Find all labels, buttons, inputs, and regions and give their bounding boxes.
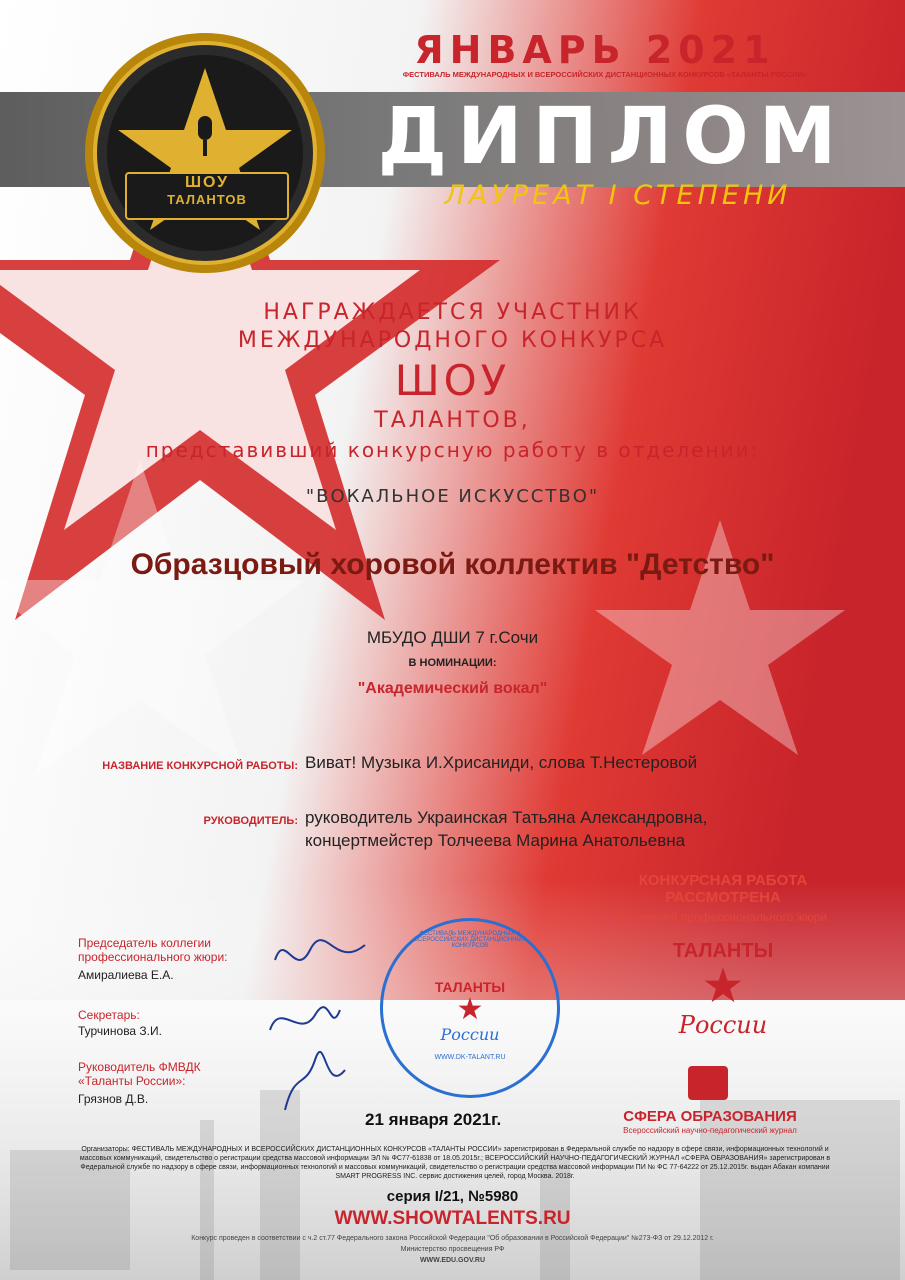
leader-line2: концертмейстер Толчеева Марина Анатольевна	[305, 831, 686, 850]
medal-line1: ШОУ	[184, 174, 230, 191]
signature-scribbles	[255, 920, 375, 1120]
stamp-right-ring1: КОНКУРСНАЯ РАБОТА РАССМОТРЕНА	[638, 872, 808, 906]
school-name: МБУДО ДШИ 7 г.Сочи	[366, 628, 539, 647]
awarded-line2: МЕЖДУНАРОДНОГО КОНКУРСА	[237, 328, 668, 353]
section-intro: представивший конкурсную работу в отделении:	[145, 438, 760, 462]
stamp-right-star-icon: ★	[701, 960, 745, 1013]
header-month: ЯНВАРЬ 2021	[414, 28, 776, 72]
talents-russia-stamp	[380, 918, 560, 1098]
edu-site[interactable]: WWW.EDU.GOV.RU	[419, 1257, 486, 1264]
medal-ribbon	[125, 172, 289, 220]
stamp-right-title1: ТАЛАНТЫ	[672, 940, 774, 962]
sfera-subtitle: Всероссийский научно-педагогический журнал	[623, 1126, 797, 1135]
leader-line1: руководитель Украинская Татьяна Александровна,	[305, 808, 708, 827]
sig-role-head: Руководитель ФМВДК «Таланты России»:	[78, 1060, 201, 1088]
sfera-logo-icon	[688, 1066, 728, 1100]
stamp-left-star-icon: ★	[456, 993, 484, 1026]
nomination-label: В НОМИНАЦИИ:	[408, 657, 497, 669]
stamp-right-ring2: Коллегией профессионального жюри	[618, 910, 828, 924]
section-name: "ВОКАЛЬНОЕ ИСКУССТВО"	[305, 486, 600, 507]
stamp-left-title1: ТАЛАНТЫ	[434, 979, 506, 995]
stamp-left-site: WWW.DK-TALANT.RU	[434, 1054, 506, 1061]
sig-name-chair: Амиралиева Е.А.	[78, 968, 174, 982]
law-note: Конкурс проведен в соответствии с ч.2 ст.77 Федерального закона Российской Федерации "Об образовании в Российской Федерации" №273-ФЗ от 29.12.2012 г.	[191, 1235, 714, 1242]
series-number: серия I/21, №5980	[386, 1188, 519, 1205]
medal-line2: ТАЛАНТОВ	[167, 192, 247, 207]
website-link[interactable]: WWW.SHOWTALENTS.RU	[334, 1208, 571, 1229]
sig-name-head: Грязнов Д.В.	[78, 1092, 149, 1106]
stamp-left-title2: России	[440, 1025, 500, 1044]
sig-role-secretary: Секретарь:	[78, 1008, 140, 1022]
show-talents-medal	[80, 28, 330, 278]
ministry-note: Министерство просвещения РФ	[400, 1246, 505, 1253]
organizers-note: Организаторы: ФЕСТИВАЛЬ МЕЖДУНАРОДНЫХ И ВСЕРОССИЙСКИХ ДИСТАНЦИОННЫХ КОНКУРСОВ «ТАЛАНТЫ РОССИИ» зарегистрирован в Федеральной службе по надзору в сфере связи, информационных технологий и массовых коммуникаций, свидетельство о регистрации средства массовой информации ЭЛ № ФС77-61838 от 18.05.2015г.; ВСЕРОССИЙСКИЙ НАУЧНО-ПЕДАГОГИЧЕСКИЙ ЖУРНАЛ «СФЕРА ОБРАЗОВАНИЯ» зарегистрирован в Федеральной службе по надзору в сфере связи, информационных технологий и массовых коммуникаций, свидетельство о регистрации средства массовой информации ПИ № ФС 77-64222 от 25.12.2015г. выдан Абакан компании SMART PROGRESS INC. сервис достижения целей, город Москва. 2018г.	[79, 1146, 831, 1180]
contest-line2: ТАЛАНТОВ,	[374, 408, 531, 433]
stamp-right-title2: России	[678, 1011, 768, 1039]
work-value: Виват! Музыка И.Хрисаниди, слова Т.Нестеровой	[305, 753, 698, 772]
awarded-line1: НАГРАЖДАЕТСЯ УЧАСТНИК	[263, 300, 642, 325]
issue-date: 21 января 2021г.	[365, 1110, 502, 1129]
leader-label: РУКОВОДИТЕЛЬ:	[203, 815, 298, 827]
nomination-value: "Академический вокал"	[357, 680, 548, 697]
sig-role-chair: Председатель коллегии профессионального жюри:	[78, 936, 228, 964]
sfera-title: СФЕРА ОБРАЗОВАНИЯ	[623, 1108, 797, 1125]
sig-name-secretary: Турчинова З.И.	[78, 1024, 162, 1038]
laureate-degree: ЛАУРЕАТ I СТЕПЕНИ	[444, 180, 792, 211]
header-festival: ФЕСТИВАЛЬ МЕЖДУНАРОДНЫХ И ВСЕРОССИЙСКИХ ДИСТАНЦИОННЫХ КОНКУРСОВ «ТАЛАНТЫ РОССИИ»	[402, 70, 808, 79]
jury-review-stamp	[608, 868, 838, 1098]
diplom-title: ДИПЛОМ	[377, 92, 847, 182]
work-label: НАЗВАНИЕ КОНКУРСНОЙ РАБОТЫ:	[102, 760, 298, 772]
contest-line1: ШОУ	[394, 356, 511, 405]
participant-name: Образцовый хоровой коллектив "Детство"	[130, 548, 775, 581]
stamp-left-ring: ФЕСТИВАЛЬ МЕЖДУНАРОДНЫХ И ВСЕРОССИЙСКИХ ДИСТАНЦИОННЫХ КОНКУРСОВ	[414, 931, 526, 949]
